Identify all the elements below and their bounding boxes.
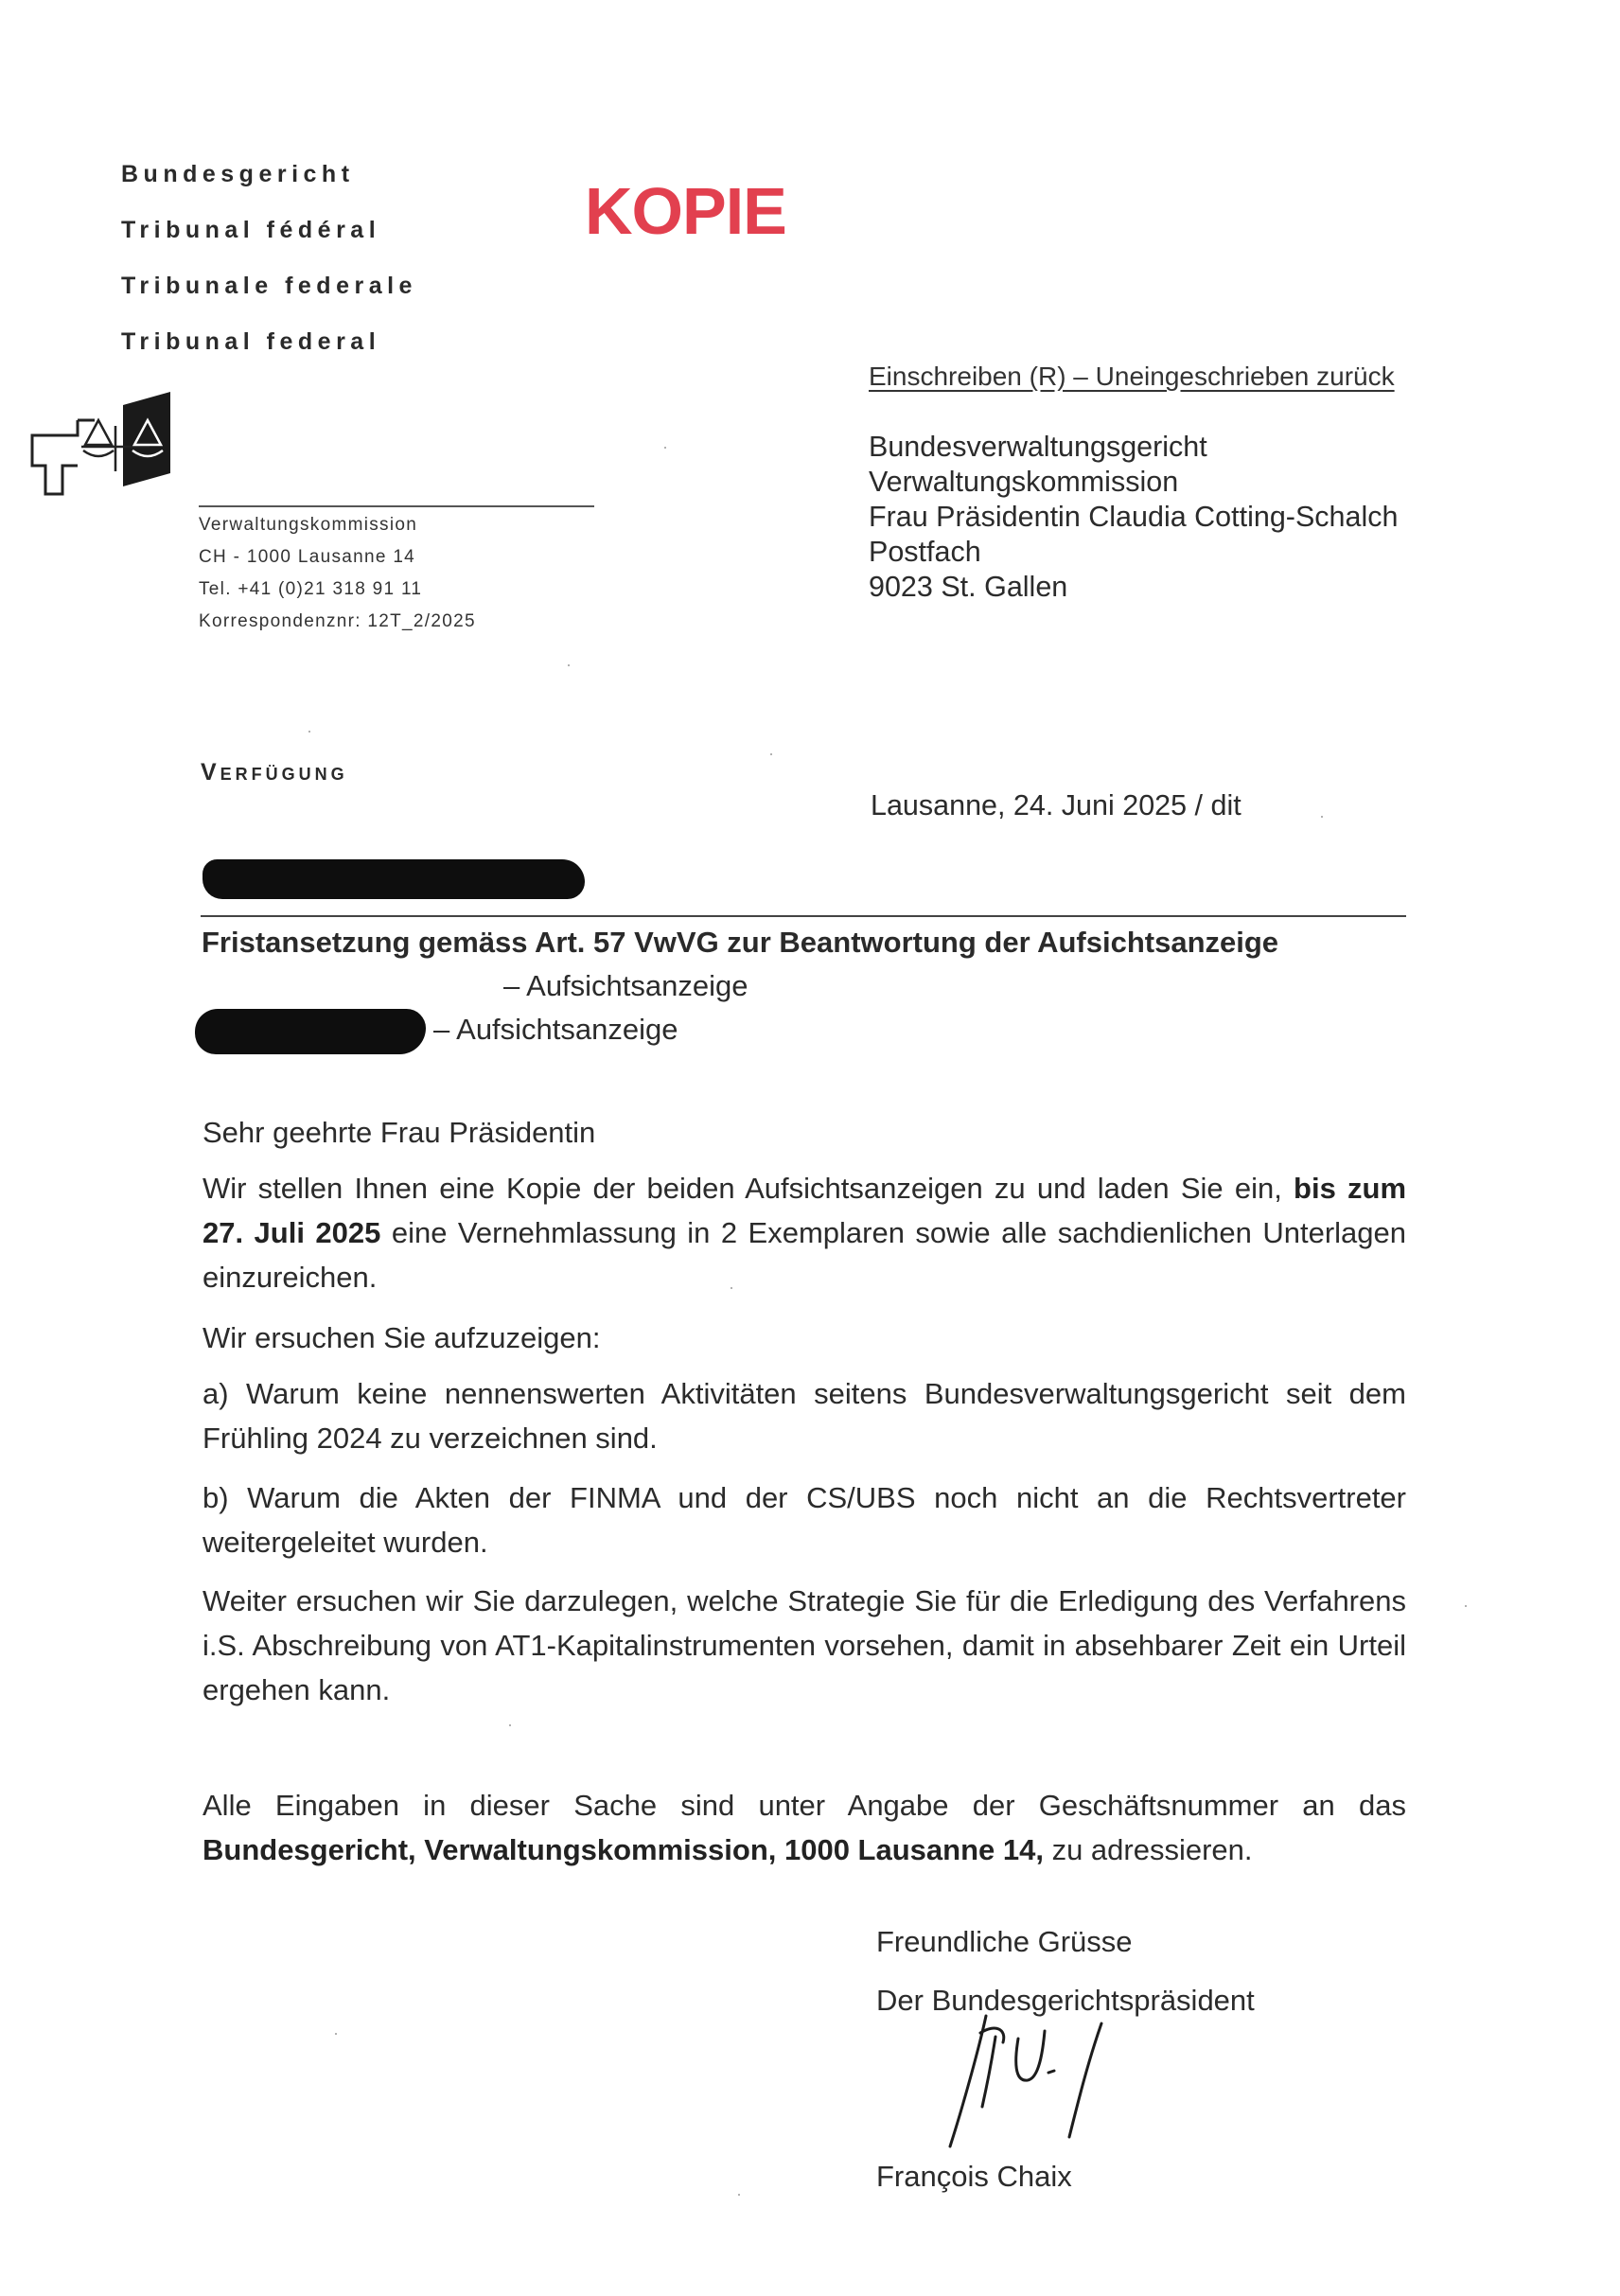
recipient-line: Postfach <box>869 536 981 568</box>
recipient-line: Verwaltungskommission <box>869 466 1179 498</box>
signatory-role: Der Bundesgerichtspräsident <box>876 1984 1255 2017</box>
delivery-method: Einschreiben (R) – Uneingeschrieben zurück <box>869 362 1395 391</box>
document-type: Verfügung <box>201 759 348 786</box>
recipient-line: Bundesverwaltungsgericht <box>869 431 1207 463</box>
scan-speck <box>770 753 772 755</box>
court-name-it: Tribunale federale <box>121 273 417 299</box>
sender-unit: Verwaltungskommission <box>199 515 418 535</box>
subject-line-2: – Aufsichtsanzeige <box>433 1013 678 1046</box>
sender-reference: Korrespondenznr: 12T_2/2025 <box>199 611 476 631</box>
court-name-rm: Tribunal federal <box>121 328 381 355</box>
recipient-line: 9023 St. Gallen <box>869 571 1068 603</box>
scan-speck <box>568 664 570 666</box>
scan-speck <box>1465 1605 1467 1607</box>
copy-stamp: KOPIE <box>585 174 786 248</box>
submission-address: Bundesgericht, Verwaltungskommission, 1000 Lausanne 14, <box>202 1833 1044 1866</box>
signatory-name: François Chaix <box>876 2160 1072 2193</box>
recipient-line: Frau Präsidentin Claudia Cotting-Schalch <box>869 501 1399 533</box>
swiss-cross-scales-icon <box>28 388 176 503</box>
paragraph-strategy: Weiter ersuchen wir Sie darzulegen, welche Strategie Sie für die Erledigung des Verfahrens i.S. Abschreibung von AT1-Kapitalinstrumenten vorsehen, damit in absehbarer Zeit ein Urteil ergehen kann. <box>202 1584 1406 1706</box>
place-date: Lausanne, 24. Juni 2025 / dit <box>871 789 1241 821</box>
scan-speck <box>1321 816 1323 818</box>
subject-title: Fristansetzung gemäss Art. 57 VwVG zur Beantwortung der Aufsichtsanzeige <box>202 926 1279 959</box>
deadline-text: bis zum 27. Juli 2025 <box>202 1172 1407 1249</box>
salutation: Sehr geehrte Frau Präsidentin <box>202 1116 596 1149</box>
item-b: b) Warum die Akten der FINMA und der CS/UBS noch nicht an die Rechtsvertreter weitergeleitet wurden. <box>202 1481 1406 1559</box>
handwritten-signature <box>937 2005 1126 2165</box>
subject-divider <box>201 915 1406 917</box>
court-name-fr: Tribunal fédéral <box>121 217 381 243</box>
court-name-de: Bundesgericht <box>121 161 355 187</box>
scan-speck <box>509 1724 511 1726</box>
scan-speck <box>731 1287 732 1289</box>
item-a: a) Warum keine nennenswerten Aktivitäten seitens Bundesverwaltungsgericht seit dem Frühling 2024 zu verzeichnen sind. <box>202 1377 1406 1455</box>
scan-speck <box>335 2033 337 2035</box>
sender-address: CH - 1000 Lausanne 14 <box>199 547 416 567</box>
scan-speck <box>738 2194 740 2196</box>
sender-phone: Tel. +41 (0)21 318 91 11 <box>199 579 423 599</box>
paragraph-submissions: Alle Eingaben in dieser Sache sind unter Angabe der Geschäftsnummer an das Bundesgericht, Verwaltungskommission, 1000 Lausanne 14, zu adressieren. <box>202 1789 1406 1866</box>
redaction-bar <box>202 859 585 899</box>
sender-divider <box>199 505 594 507</box>
paragraph-request: Wir ersuchen Sie aufzuzeigen: <box>202 1321 601 1354</box>
scan-speck <box>664 447 666 449</box>
redaction-bar <box>195 1009 426 1054</box>
subject-line-1: – Aufsichtsanzeige <box>503 969 748 1002</box>
paragraph-invitation: Wir stellen Ihnen eine Kopie der beiden Aufsichtsanzeigen zu und laden Sie ein, bis zum 27. Juli 2025 eine Vernehmlassung in 2 Exemplaren sowie alle sachdienlichen Unterlagen einzureichen. <box>202 1172 1407 1294</box>
closing-greeting: Freundliche Grüsse <box>876 1925 1133 1958</box>
scan-speck <box>308 731 310 733</box>
